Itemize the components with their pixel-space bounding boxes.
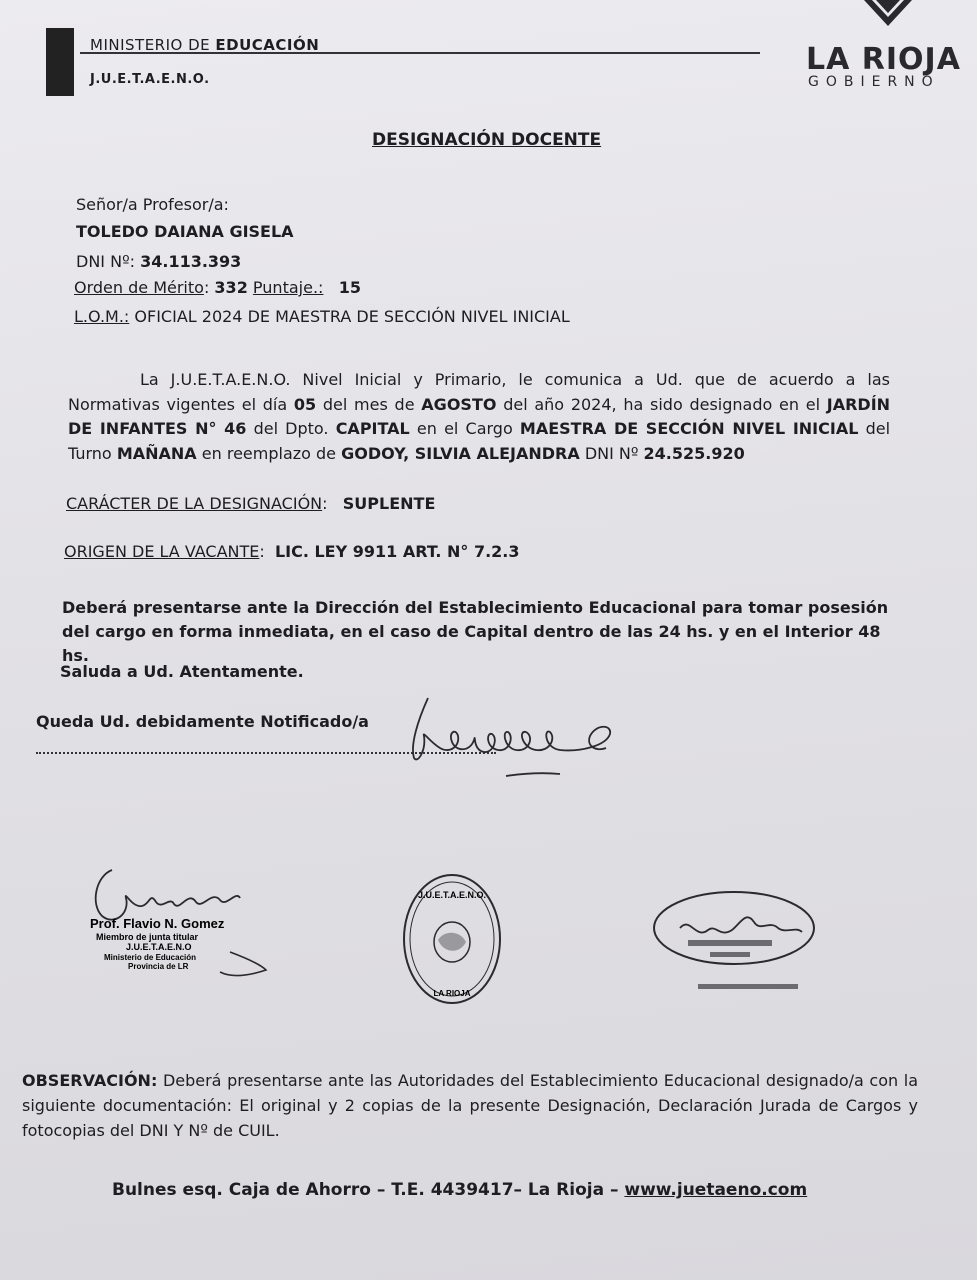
lom-label: L.O.M.:: [74, 307, 130, 326]
recipient-signature-icon: [400, 690, 630, 790]
header-bar: [46, 28, 74, 96]
position-name: MAESTRA DE SECCIÓN NIVEL INICIAL: [519, 419, 859, 438]
left-sign-ministry: Ministerio de Educación: [104, 953, 197, 962]
lom-value: OFICIAL 2024 DE MAESTRA DE SECCIÓN NIVEL INICIAL: [134, 307, 570, 326]
department: CAPITAL: [335, 419, 410, 438]
body-text-6: del Turno: [68, 419, 891, 463]
shift-name: MAÑANA: [116, 443, 197, 463]
seal-top-text: J.U.E.T.A.E.N.O.: [417, 890, 487, 900]
body-text-2: del mes de: [322, 394, 415, 414]
left-sign-role: Miembro de junta titular: [96, 932, 199, 942]
authority-signature-left-icon: [70, 860, 280, 985]
left-sign-org: J.U.E.T.A.E.N.O: [126, 942, 192, 952]
logo-subtitle: GOBIERNO: [808, 74, 940, 90]
observation-label: OBSERVACIÓN:: [22, 1071, 158, 1090]
designation-month: AGOSTO: [421, 394, 497, 414]
notified-label: Queda Ud. debidamente Notificado/a: [36, 712, 369, 731]
logo-title: LA RIOJA: [806, 42, 961, 77]
official-seal-icon: [400, 870, 505, 1008]
replaced-name: GODOY, SILVIA ALEJANDRA: [341, 443, 580, 463]
dni-value: 34.113.393: [140, 252, 242, 271]
body-text-1: La J.U.E.T.A.E.N.O. Nivel Inicial y Primario, le comunica a Ud. que de acuerdo a las Normativas vigentes el día: [68, 370, 890, 414]
seal-bottom-text: LA RIOJA: [433, 989, 471, 998]
ministry-bold: EDUCACIÓN: [215, 36, 320, 54]
body-text-5: en el Cargo: [416, 419, 513, 438]
document-title: DESIGNACIÓN DOCENTE: [372, 130, 602, 150]
ministry-prefix: MINISTERIO DE: [90, 36, 216, 54]
instruction-paragraph: Deberá presentarse ante la Dirección del Establecimiento Educacional para tomar posesión del cargo en forma inmediata, en el caso de Capital dentro de las 24 hs. y en el Interior 48 hs.: [62, 598, 889, 665]
ministry-name: [90, 36, 319, 54]
replaced-dni-label: DNI Nº: [584, 443, 639, 463]
greeting: Saluda a Ud. Atentamente.: [60, 662, 304, 681]
body-text-7: en reemplazo de: [201, 443, 337, 463]
character-label: CARÁCTER DE LA DESIGNACIÓN: [66, 494, 323, 513]
observation-paragraph: [22, 1068, 918, 1143]
merit-line: Orden de Mérito: 332 Puntaje.: 15: [74, 278, 361, 297]
origin-label: ORIGEN DE LA VACANTE: [64, 542, 260, 561]
body-text-4: del Dpto.: [253, 419, 329, 438]
lom-line: [74, 307, 570, 326]
salutation: Señor/a Profesor/a:: [76, 195, 229, 214]
authority-signature-right-icon: [650, 880, 820, 990]
la-rioja-logo-icon: [858, 0, 918, 40]
left-sign-province: Provincia de LR: [128, 962, 189, 971]
observation-text: Deberá presentarse ante las Autoridades del Establecimiento Educacional designado/a con la siguiente documentación: El original y 2 copias de la presente Designación, Declaración Jurada de Cargos y fotocopias del DNI Y Nº de CUIL.: [22, 1071, 918, 1140]
footer-website-link[interactable]: www.juetaeno.com: [624, 1180, 808, 1200]
origin-value: LIC. LEY 9911 ART. N° 7.2.3: [274, 542, 520, 561]
character-line: CARÁCTER DE LA DESIGNACIÓN: SUPLENTE: [66, 494, 436, 513]
left-sign-name: Prof. Flavio N. Gomez: [90, 916, 225, 931]
designation-day: 05: [293, 394, 317, 414]
designation-paragraph: [68, 368, 890, 466]
score-value: 15: [338, 278, 361, 297]
replaced-dni: 24.525.920: [643, 443, 745, 463]
score-label: Puntaje.:: [252, 278, 324, 297]
school-name: JARDÍN DE INFANTES N° 46: [68, 394, 891, 438]
origin-line: ORIGEN DE LA VACANTE: LIC. LEY 9911 ART. N° 7.2.3: [64, 542, 520, 561]
merit-value: 332: [214, 278, 248, 297]
footer-address-text: Bulnes esq. Caja de Ahorro – T.E. 4439417– La Rioja –: [112, 1180, 625, 1200]
footer-address: [112, 1180, 807, 1200]
dni-label: DNI Nº:: [76, 252, 135, 271]
merit-label: Orden de Mérito: [74, 278, 204, 297]
org-name: J.U.E.T.A.E.N.O.: [90, 72, 210, 87]
dni-line: [76, 252, 241, 271]
body-text-3: del año 2024, ha sido designado en el: [503, 394, 821, 414]
character-value: SUPLENTE: [342, 494, 436, 513]
recipient-name: TOLEDO DAIANA GISELA: [76, 222, 294, 241]
